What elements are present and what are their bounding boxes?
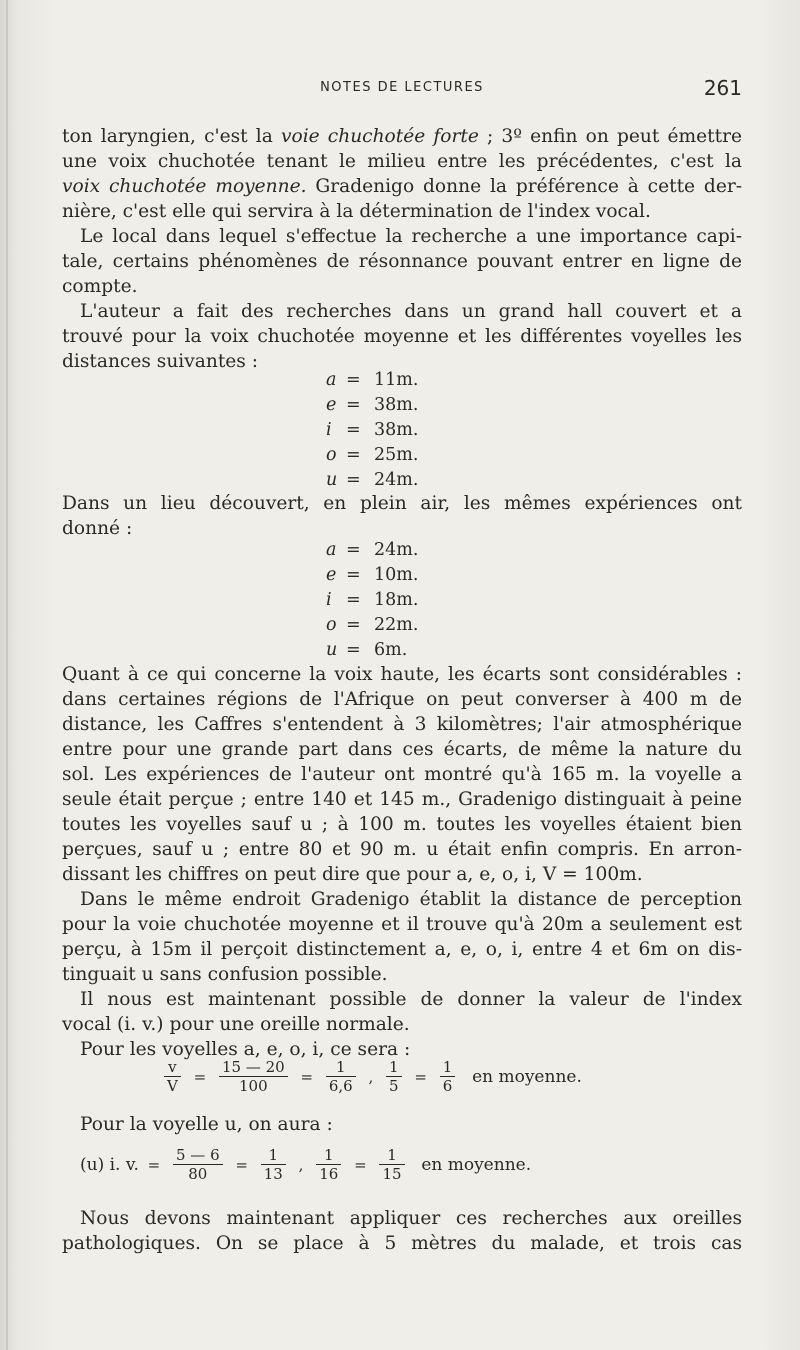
text-line: pathologiques. On se place à 5 mètres du malade, et trois cas xyxy=(62,1233,742,1254)
numerator: 1 xyxy=(326,1058,356,1077)
text-line: compte. xyxy=(62,276,138,297)
numerator: 1 xyxy=(440,1058,456,1077)
formula-suffix: en moyenne. xyxy=(421,1154,532,1175)
text-line: Dans un lieu découvert, en plein air, les mêmes expériences ont xyxy=(62,493,742,514)
numerator: 1 xyxy=(261,1146,286,1165)
text-line: Le local dans lequel s'effectue la recherche a une importance capi- xyxy=(80,226,742,247)
distance-value: 22m. xyxy=(374,615,419,635)
text-line: dissant les chiffres on peut dire que pour a, e, o, i, V = 100m. xyxy=(62,864,643,885)
distance-value: 11m. xyxy=(374,370,419,390)
equals-sign: = xyxy=(147,1155,161,1174)
vowel: e xyxy=(326,565,337,585)
distance-row xyxy=(326,638,418,663)
text-span: Gradenigo donne la préférence à cette der- xyxy=(306,176,742,197)
text-line: Nous devons maintenant appliquer ces recherches aux oreilles xyxy=(80,1208,742,1229)
equals-sign: = xyxy=(414,1067,427,1086)
text-line xyxy=(62,124,742,149)
equals-sign: = xyxy=(346,615,361,635)
distance-value: 38m. xyxy=(374,395,419,415)
equals-sign: = xyxy=(346,370,361,390)
text-line: perçu, à 15m il perçoit distinctement a, e, o, i, entre 4 et 6m on dis- xyxy=(62,939,742,960)
vowel: u xyxy=(326,470,338,490)
equals-sign: = xyxy=(346,565,361,585)
text-line xyxy=(62,174,742,199)
fraction xyxy=(386,1058,402,1095)
equals-sign: = xyxy=(346,540,361,560)
formula-prefix: (u) i. v. xyxy=(80,1154,139,1175)
distance-row xyxy=(326,443,418,468)
formula-suffix: en moyenne. xyxy=(472,1066,582,1087)
distance-row xyxy=(326,538,418,563)
text-span: ton laryngien, c'est la xyxy=(62,126,281,147)
distance-value: 38m. xyxy=(374,420,419,440)
text-line: pour la voie chuchotée moyenne et il trouve qu'à 20m a seulement est xyxy=(62,914,742,935)
vowel: i xyxy=(326,420,332,440)
numerator: v xyxy=(164,1058,181,1077)
numerator: 1 xyxy=(316,1146,341,1165)
fraction xyxy=(379,1146,404,1183)
text-line: une voix chuchotée tenant le milieu entre les précédentes, c'est la xyxy=(62,151,742,172)
distance-row xyxy=(326,563,418,588)
text-line: L'auteur a fait des recherches dans un grand hall couvert et a xyxy=(80,301,742,322)
distance-row xyxy=(326,393,418,418)
distance-value: 25m. xyxy=(374,445,419,465)
text-line: distances suivantes : xyxy=(62,351,259,372)
text-line: distance, les Caffres s'entendent à 3 kilomètres; l'air atmosphérique xyxy=(62,714,742,735)
running-header xyxy=(62,76,742,104)
vowel: o xyxy=(326,445,337,465)
text-line: donné : xyxy=(62,518,133,539)
equals-sign: = xyxy=(193,1067,207,1086)
distance-row xyxy=(326,368,418,393)
vowel: e xyxy=(326,395,337,415)
vowel: u xyxy=(326,640,338,660)
fraction xyxy=(219,1058,288,1095)
equals-sign: = xyxy=(354,1155,367,1174)
text-line: Il nous est maintenant possible de donner la valeur de l'index xyxy=(80,989,742,1010)
text-line: nière, c'est elle qui servira à la détermination de l'index vocal. xyxy=(62,201,651,222)
separator: , xyxy=(298,1155,304,1174)
page-number: 261 xyxy=(703,76,742,100)
distance-row xyxy=(326,613,418,638)
denominator: 13 xyxy=(263,1165,283,1183)
equals-sign: = xyxy=(346,395,361,415)
fraction xyxy=(173,1146,223,1183)
distance-value: 18m. xyxy=(374,590,419,610)
text-line: Quant à ce qui concerne la voix haute, les écarts sont considérables : xyxy=(62,664,742,685)
fraction xyxy=(440,1058,456,1095)
text-line: Dans le même endroit Gradenigo établit la distance de perception xyxy=(80,889,742,910)
page-gutter xyxy=(6,0,8,1350)
text-line: tinguait u sans confusion possible. xyxy=(62,964,388,985)
distance-row xyxy=(326,588,418,613)
text-line: dans certaines régions de l'Afrique on peut converser à 400 m de xyxy=(62,689,742,710)
distance-row xyxy=(326,468,418,493)
distance-value: 24m. xyxy=(374,540,419,560)
equals-sign: = xyxy=(346,445,361,465)
running-title: NOTES DE LECTURES xyxy=(320,80,484,95)
vowel: a xyxy=(326,540,337,560)
denominator: 6 xyxy=(442,1077,453,1095)
distance-table-open-air xyxy=(326,538,418,663)
text-line: sol. Les expériences de l'auteur ont montré qu'à 165 m. la voyelle a xyxy=(62,764,742,785)
fraction xyxy=(326,1058,356,1095)
text-line: Pour la voyelle u, on aura : xyxy=(80,1114,333,1135)
separator: , xyxy=(368,1067,374,1086)
equals-sign: = xyxy=(346,420,361,440)
denominator: 16 xyxy=(319,1165,339,1183)
text-line: seule était perçue ; entre 140 et 145 m., Gradenigo distinguait à peine xyxy=(62,789,742,810)
text-span: ; 3º enfin on peut émettre xyxy=(478,126,742,147)
denominator: 6,6 xyxy=(328,1077,353,1095)
fraction xyxy=(316,1146,341,1183)
italic-term: voix chuchotée moyenne. xyxy=(62,176,307,197)
text-line: vocal (i. v.) pour une oreille normale. xyxy=(62,1014,410,1035)
fraction xyxy=(164,1058,181,1095)
distance-value: 10m. xyxy=(374,565,419,585)
vowel: a xyxy=(326,370,337,390)
numerator: 1 xyxy=(379,1146,404,1165)
text-line: perçues, sauf u ; entre 80 et 90 m. u était enfin compris. En arron- xyxy=(62,839,742,860)
vowel: i xyxy=(326,590,332,610)
text-line: tale, certains phénomènes de résonnance pouvant entrer en ligne de xyxy=(62,251,742,272)
distance-value: 6m. xyxy=(374,640,408,660)
equals-sign: = xyxy=(300,1067,314,1086)
numerator: 5 — 6 xyxy=(173,1146,223,1165)
text-line: Pour les voyelles a, e, o, i, ce sera : xyxy=(80,1039,411,1060)
distance-row xyxy=(326,418,418,443)
distance-value: 24m. xyxy=(374,470,419,490)
text-line: toutes les voyelles sauf u ; à 100 m. toutes les voyelles étaient bien xyxy=(62,814,742,835)
denominator: 5 xyxy=(389,1077,399,1095)
denominator: V xyxy=(167,1077,178,1095)
text-line: trouvé pour la voix chuchotée moyenne et les différentes voyelles les xyxy=(62,326,742,347)
italic-term: voie chuchotée forte xyxy=(281,126,479,147)
numerator: 15 — 20 xyxy=(219,1058,288,1077)
vowel: o xyxy=(326,615,337,635)
distance-table-hall xyxy=(326,368,418,493)
denominator: 100 xyxy=(239,1077,268,1095)
denominator: 80 xyxy=(188,1165,208,1183)
denominator: 15 xyxy=(382,1165,402,1183)
fraction xyxy=(261,1146,286,1183)
equals-sign: = xyxy=(346,640,361,660)
text-line: entre pour une grande part dans ces écarts, de même la nature du xyxy=(62,739,742,760)
formula-index-vocal xyxy=(160,1058,582,1095)
equals-sign: = xyxy=(346,590,361,610)
equals-sign: = xyxy=(346,470,361,490)
formula-index-vocal-u xyxy=(80,1146,531,1183)
numerator: 1 xyxy=(386,1058,402,1077)
equals-sign: = xyxy=(235,1155,248,1174)
